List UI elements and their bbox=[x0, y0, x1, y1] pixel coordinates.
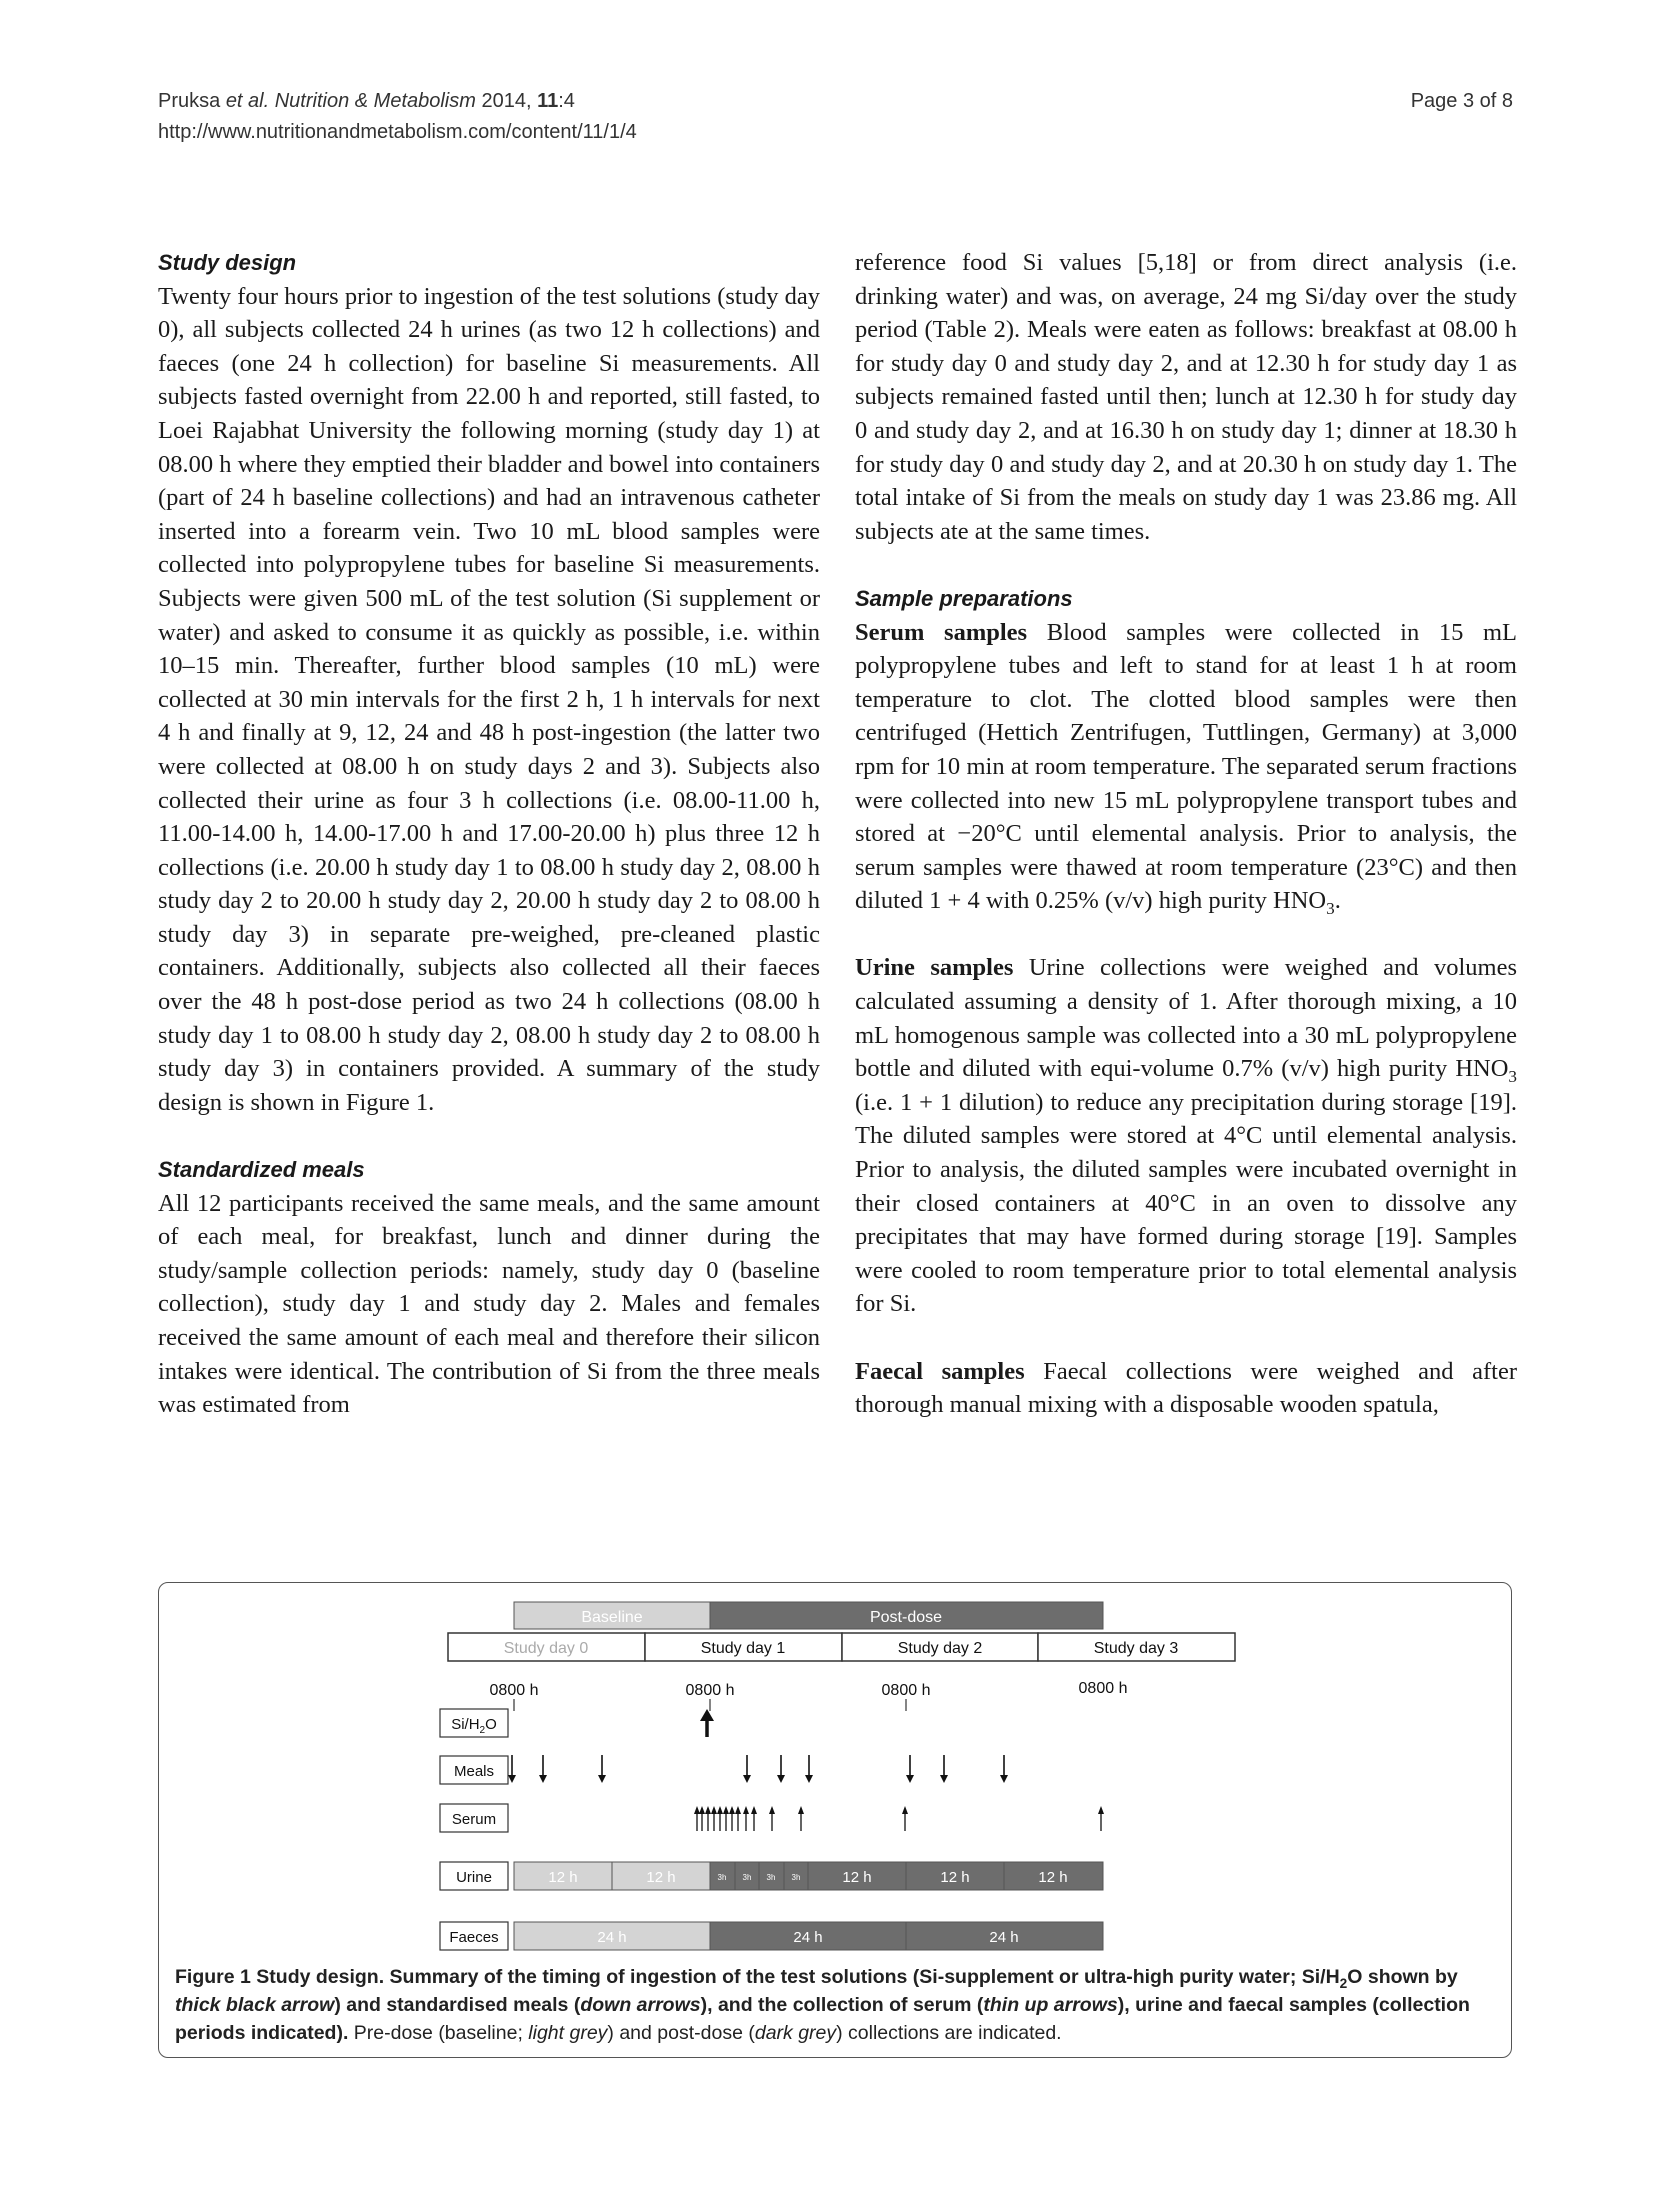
serum-arrow bbox=[743, 1806, 749, 1831]
urine-segment-label: 3h bbox=[742, 1873, 752, 1882]
meal-arrow bbox=[598, 1755, 606, 1783]
row-label-faeces: Faeces bbox=[449, 1929, 499, 1946]
meal-arrow bbox=[508, 1755, 516, 1783]
time-label-day0: 0800 h bbox=[489, 1682, 539, 1699]
serum-arrow bbox=[751, 1806, 757, 1831]
serum-arrow bbox=[723, 1806, 729, 1831]
standardized-meals-paragraph: All 12 participants received the same meals, and the same amount of each meal, for breakfast, lunch and dinner during the study/sample collection periods: namely, study day 0 (baseline collection), study day 1 and study day 2. Males and females received the same amount of each meal and therefore their silicon intakes were identical. The contribution of Si from the three meals was estimated from bbox=[158, 1189, 820, 1419]
section-heading-sample-preparations: Sample preparations bbox=[855, 585, 1073, 611]
faeces-segment-label: 24 h bbox=[989, 1929, 1019, 1946]
meal-arrow bbox=[539, 1755, 547, 1783]
page-number: Page 3 of 8 bbox=[1410, 90, 1513, 112]
figure-1 bbox=[158, 1582, 1512, 2058]
serum-arrow bbox=[705, 1806, 711, 1831]
urine-samples-paragraph: Urine samples Urine collections were weighed and volumes calculated assuming a density of 1. After thorough mixing, a 10 mL homogenous sample was collected into a 30 mL polypropylene bottle and diluted with equi-volume 0.7% (v/v) high purity $HNO_3$ (i.e. 1 + 1 dilution) to reduce any precipitation during storage [19]. The diluted samples were stored at 4°C until elemental analysis. Prior to analysis, the diluted samples were incubated overnight in their closed containers at 40°C in an oven to dissolve any precipitates that may have formed during storage [19]. Samples were cooled to room temperature prior to total elemental analysis for Si. bbox=[855, 954, 1517, 1318]
serum-arrow bbox=[798, 1806, 804, 1831]
urine-samples-label: Urine samples bbox=[855, 954, 1014, 982]
meal-arrow bbox=[805, 1755, 813, 1783]
urine-segment-label: 12 h bbox=[842, 1869, 872, 1886]
study-day-3-label: Study day 3 bbox=[1093, 1640, 1179, 1657]
faeces-segment-label: 24 h bbox=[597, 1929, 627, 1946]
serum-arrow bbox=[717, 1806, 723, 1831]
urine-collection-bars bbox=[514, 1862, 1103, 1890]
faeces-collection-bars bbox=[514, 1922, 1103, 1950]
serum-arrow bbox=[769, 1806, 775, 1831]
urine-segment-label: 3h bbox=[717, 1873, 727, 1882]
meal-arrow bbox=[777, 1755, 785, 1783]
meal-arrow bbox=[743, 1755, 751, 1783]
study-design-paragraph: Twenty four hours prior to ingestion of the test solutions (study day 0), all subjects collected 24 h urines (as two 12 h collections) and faeces (one 24 h collection) for baseline Si measurements. All subjects fasted overnight from 22.00 h and reported, still fasted, to Loei Rajabhat University the following morning (study day 1) at 08.00 h where they emptied their bladder and bowel into containers (part of 24 h baseline collections) and had an intravenous catheter inserted into a forearm vein. Two 10 mL blood samples were collected into polypropylene tubes for baseline Si measurements. Subjects were given 500 mL of the test solution (Si supplement or water) and asked to consume it as quickly as possible, i.e. within 10–15 min. Thereafter, further blood samples (10 mL) were collected at 30 min intervals for the first 2 h, 1 h intervals for next 4 h and finally at 9, 12, 24 and 48 h post-ingestion (the latter two were collected at 08.00 h on study days 2 and 3). Subjects also collected their urine as four 3 h collections (i.e. 08.00-11.00 h, 11.00-14.00 h, 14.00-17.00 h and 17.00-20.00 h) plus three 12 h collections (i.e. 20.00 h study day 1 to 08.00 h study day 2, 08.00 h study day 2 to 20.00 h study day 2, 20.00 h study day 2 to 08.00 h study day 3) in separate pre-weighed, pre-cleaned plastic containers. Additionally, subjects also collected all their faeces over the 48 h post-dose period as two 24 h collections (08.00 h study day 1 to 08.00 h study day 2, 08.00 h study day 2 to 08.00 h study day 3) in containers provided. A summary of the study design is shown in Figure 1. bbox=[158, 282, 820, 1116]
serum-arrow bbox=[1098, 1806, 1104, 1831]
urine-segment-label: 12 h bbox=[1038, 1869, 1068, 1886]
serum-samples-label: Serum samples bbox=[855, 618, 1028, 646]
serum-arrow bbox=[699, 1806, 705, 1831]
urine-segment-label: 12 h bbox=[940, 1869, 970, 1886]
serum-arrow bbox=[729, 1806, 735, 1831]
faecal-samples-paragraph: Faecal samples Faecal collections were weighed and after thorough manual mixing with a disposable wooden spatula, bbox=[855, 1357, 1517, 1419]
study-day-2-label: Study day 2 bbox=[897, 1640, 983, 1657]
article-url[interactable]: http://www.nutritionandmetabolism.com/content/11/1/4 bbox=[158, 121, 637, 143]
study-day-1-label: Study day 1 bbox=[700, 1640, 786, 1657]
baseline-period-label: Baseline bbox=[581, 1609, 643, 1626]
study-day-0-label: Study day 0 bbox=[503, 1640, 589, 1657]
postdose-period-label: Post-dose bbox=[869, 1609, 943, 1626]
time-label-day1: 0800 h bbox=[685, 1682, 735, 1699]
citation-line: Pruksa et al. Nutrition & Metabolism 2014, 11:4 bbox=[158, 90, 575, 112]
meal-arrow bbox=[1000, 1755, 1008, 1783]
meal-arrow bbox=[940, 1755, 948, 1783]
faeces-segment-label: 24 h bbox=[793, 1929, 823, 1946]
row-label-urine: Urine bbox=[456, 1869, 492, 1886]
figure-caption: Figure 1 Study design. Summary of the timing of ingestion of the test solutions (Si-supplement or ultra-high purity water; $Si/H_2O$ shown by thick black arrow) and standardised meals (down arrows), and the collection of serum (thin up arrows), urine and faecal samples (collection periods indicated). Pre-dose (baseline; light grey) and post-dose (dark grey) collections are indicated. bbox=[175, 1966, 1470, 2044]
faecal-samples-label: Faecal samples bbox=[855, 1357, 1025, 1385]
serum-arrow bbox=[711, 1806, 717, 1831]
row-label-si: $Si/H_2O$ bbox=[451, 1716, 497, 1736]
serum-samples-paragraph: Serum samples Blood samples were collected in 15 mL polypropylene tubes and left to stand for at least 1 h at room temperature to clot. The clotted blood samples were then centrifuged (Hettich Zentrifugen, Tuttlingen, Germany) at 3,000 rpm for 10 min at room temperature. The separated serum fractions were collected into new 15 mL polypropylene transport tubes and stored at −20°C until elemental analysis. Prior to analysis, the serum samples were thawed at room temperature (23°C) and then diluted 1 + 4 with 0.25% (v/v) high purity $HNO_3$. bbox=[855, 618, 1517, 919]
running-header bbox=[158, 86, 637, 148]
serum-arrows bbox=[694, 1806, 1104, 1831]
urine-segment-label: 3h bbox=[791, 1873, 801, 1882]
urine-segment-label: 3h bbox=[766, 1873, 776, 1882]
meal-arrows bbox=[508, 1755, 1008, 1783]
row-label-meals: Meals bbox=[453, 1763, 495, 1780]
si-dose-thick-arrow bbox=[700, 1709, 714, 1737]
time-label-day3: 0800 h bbox=[1078, 1680, 1128, 1697]
figure-label: Figure 1 bbox=[175, 1966, 251, 1988]
right-column bbox=[855, 246, 1517, 1422]
left-column bbox=[158, 246, 820, 1422]
section-heading-standardized-meals: Standardized meals bbox=[158, 1157, 365, 1183]
serum-arrow bbox=[735, 1806, 741, 1831]
study-design-diagram bbox=[159, 1583, 1513, 1963]
section-heading-study-design: Study design bbox=[158, 250, 297, 275]
standardized-meals-paragraph-continued: reference food Si values [5,18] or from direct analysis (i.e. drinking water) and was, on average, 24 mg Si/day over the study period (Table 2). Meals were eaten as follows: breakfast at 08.00 h for study day 0 and study day 2, and at 12.30 h for study day 1 as subjects remained fasted until then; lunch at 12.30 h for study day 0 and study day 2, and at 16.30 h on study day 1; dinner at 18.30 h for study day 0 and study day 2, and at 20.30 h on study day 1. The total intake of Si from the meals on study day 1 was 23.86 mg. All subjects ate at the same times. bbox=[855, 249, 1517, 545]
serum-arrow bbox=[694, 1806, 700, 1831]
time-label-day2: 0800 h bbox=[881, 1682, 931, 1699]
urine-segment-label: 12 h bbox=[548, 1869, 578, 1886]
serum-arrow bbox=[902, 1806, 908, 1831]
urine-segment-label: 12 h bbox=[646, 1869, 676, 1886]
meal-arrow bbox=[906, 1755, 914, 1783]
row-label-serum: Serum bbox=[451, 1811, 497, 1828]
